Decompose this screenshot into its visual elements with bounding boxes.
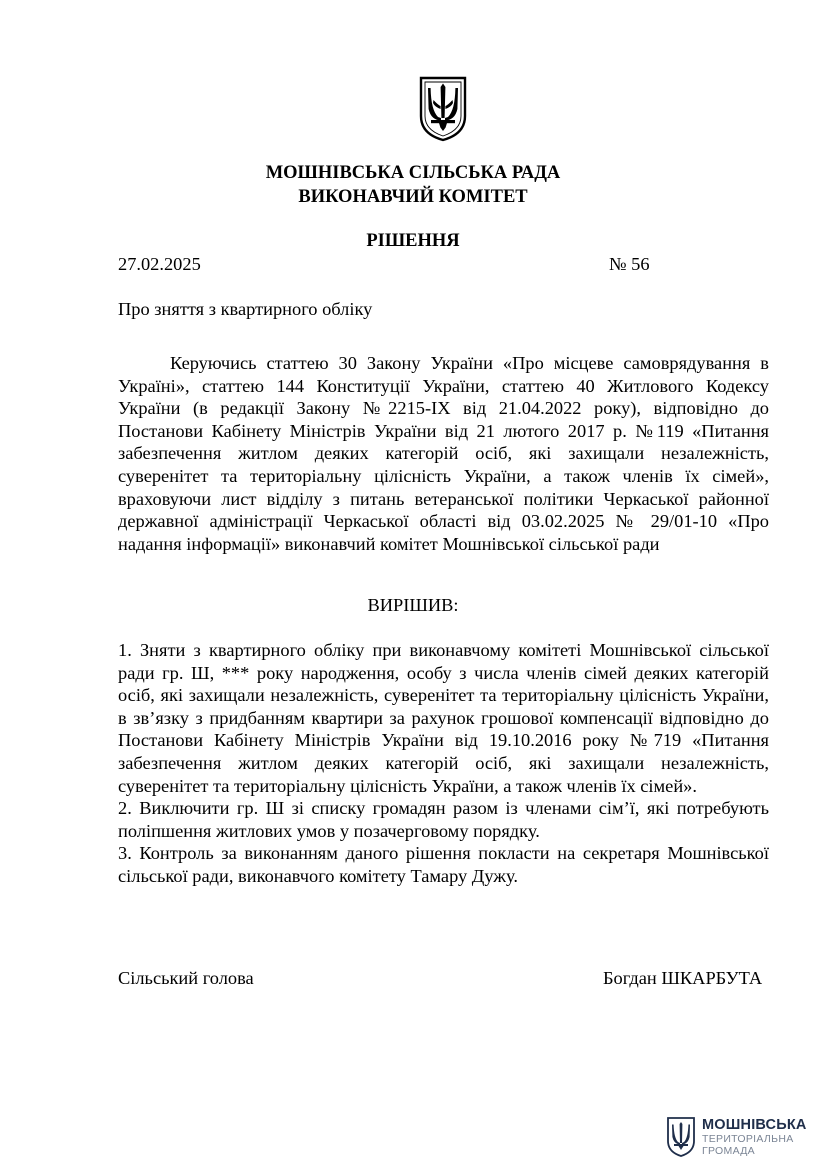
decision-date: 27.02.2025 bbox=[118, 254, 201, 274]
signature-name: Богдан ШКАРБУТА bbox=[603, 968, 763, 988]
logo-title: МОШНІВСЬКА bbox=[702, 1117, 807, 1133]
logo-subtitle: ТЕРИТОРІАЛЬНА bbox=[702, 1133, 794, 1145]
logo-subtitle-2: ГРОМАДА bbox=[702, 1145, 755, 1157]
committee-name: ВИКОНАВЧИЙ КОМІТЕТ bbox=[298, 187, 528, 207]
preamble-text: Керуючись статтею 30 Закону України «Про місцеве самоврядування в Україні», статтею 144 Конституції України, статтею 40 Житлового Кодексу України (в редакції Закону №2215-ІХ від 21.04.2022 року), відповідно до Постанови Кабінету Міністрів України від 21 лютого 2017 р. №119 «Питання забезпечення житлом деяких категорій осіб, які захищали незалежність, суверенітет та територіальну цілісність України, а також членів їх сімей», враховуючи лист відділу з питань ветеранської політики Черкаської районної державної адміністрації Черкаської області від 03.02.2025 № 29/01-10 «Про надання інформації» виконавчий комітет Мошнівської сільської ради bbox=[118, 353, 769, 554]
council-name: МОШНІВСЬКА СІЛЬСЬКА РАДА bbox=[265, 163, 561, 183]
trident-logo-icon bbox=[666, 1117, 696, 1157]
decision-item: 2. Виключити гр. Ш зі списку громадян разом із членами сім’ї, які потребують поліпшення житлових умов у позачерговому порядку. bbox=[118, 798, 769, 841]
decision-subject: Про зняття з квартирного обліку bbox=[118, 299, 373, 319]
trident-coat-of-arms-icon bbox=[418, 76, 468, 142]
signature-title: Сільський голова bbox=[118, 968, 254, 988]
decision-items bbox=[118, 639, 769, 888]
preamble bbox=[118, 352, 769, 555]
community-logo bbox=[666, 1117, 806, 1161]
decision-number: № 56 bbox=[609, 254, 650, 274]
document-type: РІШЕННЯ bbox=[366, 231, 460, 251]
resolved-heading: ВИРІШИВ: bbox=[367, 595, 459, 615]
decision-item: 3. Контроль за виконанням даного рішення покласти на секретаря Мошнівської сільської ради, виконавчого комітету Тамару Дужу. bbox=[118, 843, 769, 886]
decision-item: 1. Зняти з квартирного обліку при виконавчому комітеті Мошнівської сільської ради гр. Ш, *** року народження, особу з числа членів сімей деяких категорій осіб, які захищали незалежність, суверенітет та територіальну цілісність України, в зв’язку з придбанням квартири за рахунок грошової компенсації відповідно до Постанови Кабінету Міністрів України від 19.10.2016 року №719 «Питання забезпечення житлом деяких категорій осіб, які захищали незалежність, суверенітет та територіальну цілісність України, а також членів їх сімей». bbox=[118, 640, 769, 796]
